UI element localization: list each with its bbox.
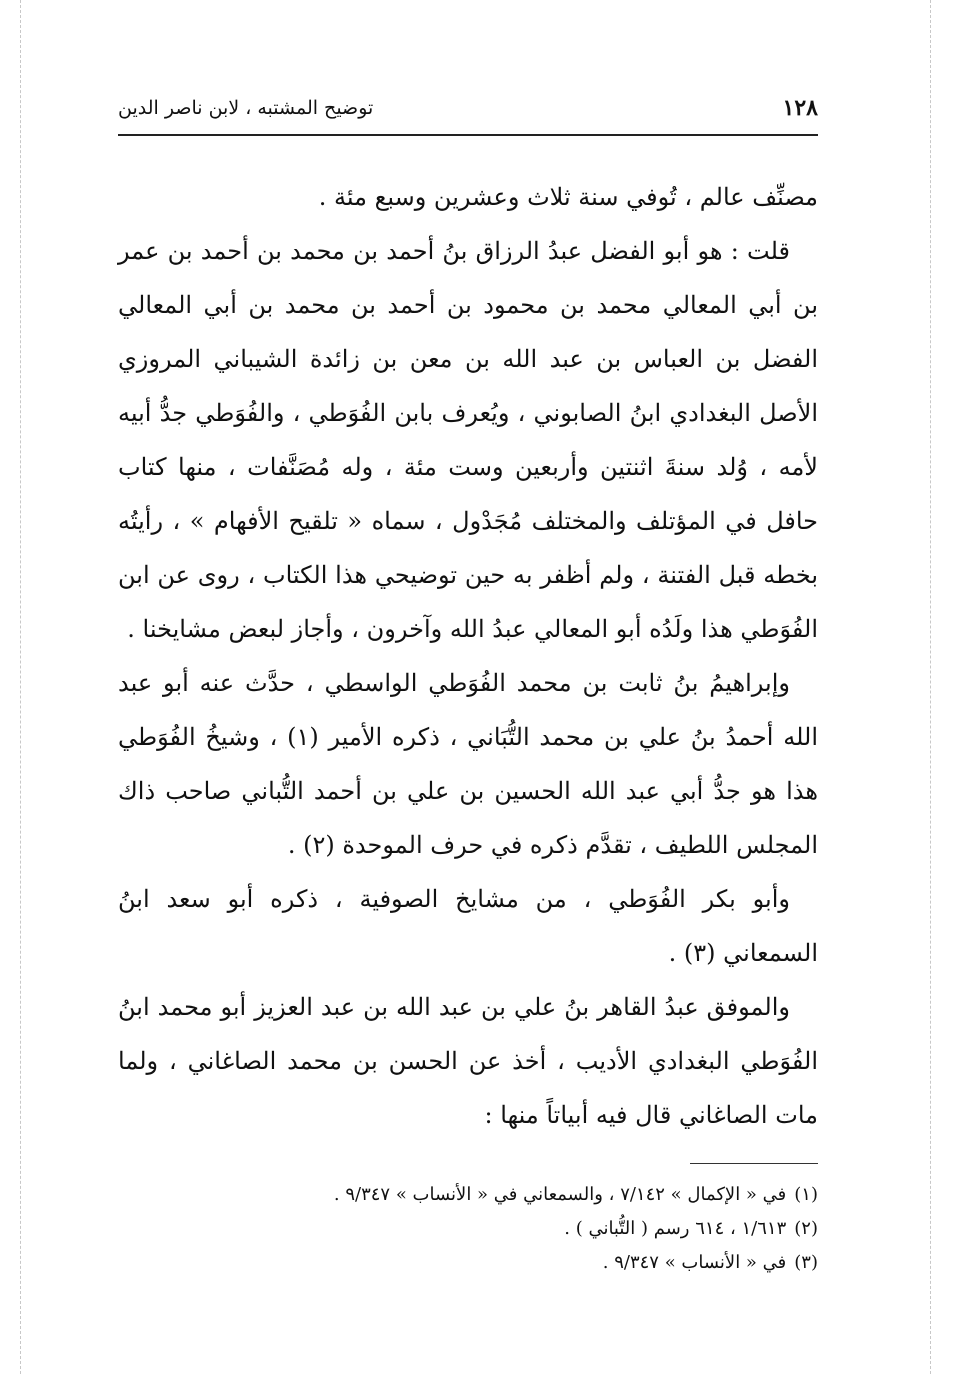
right-margin-guide [930, 0, 931, 1374]
footnote [118, 1212, 818, 1246]
header-rule [118, 134, 818, 136]
footnote [118, 1246, 818, 1280]
footnotes [118, 1178, 818, 1280]
footnote-number: (٢) [794, 1218, 818, 1239]
footnote-number: (١) [794, 1184, 818, 1205]
paragraph: وأبو بكر الفُوَطي ، من مشايخ الصوفية ، ذكره أبو سعد ابنُ السمعاني (٣) . [118, 885, 818, 967]
left-margin-guide [20, 0, 21, 1374]
footnote-text: في « الأنساب » ٩/٣٤٧ . [602, 1252, 787, 1273]
paragraph: والموفق عبدُ القاهر بنُ علي بن عبد الله بن عبد العزيز أبو محمد ابنُ الفُوَطي البغدادي الأديب ، أخذ عن الحسن بن محمد الصاغاني ، ولما مات الصاغاني قال فيه أبياتاً منها : [118, 993, 818, 1129]
main-text [118, 170, 818, 1142]
paragraph: مصنِّف عالم ، تُوفي سنة ثلاث وعشرين وسبع مئة . [318, 183, 818, 211]
page-header [118, 88, 818, 128]
footnote-separator [690, 1163, 818, 1164]
paragraph: وإبراهيمُ بنُ ثابت بن محمد الفُوَطي الواسطي ، حدَّث عنه أبو عبد الله أحمدُ بنُ علي بن محمد التُّبَاني ، ذكره الأمير (١) ، وشيخُ الفُوَطي هذا هو جدُّ أبي عبد الله الحسين بن علي بن أحمد التُّباني صاحب ذاك المجلس اللطيف ، تقدَّم ذكره في حرف الموحدة (٢) . [118, 669, 818, 859]
page-number: ١٢٨ [782, 95, 818, 121]
footnote-text: في « الإكمال » ٧/١٤٢ ، والسمعاني في « الأنساب » ٩/٣٤٧ . [333, 1184, 787, 1205]
running-title: توضيح المشتبه ، لابن ناصر الدين [118, 97, 374, 119]
footnote [118, 1178, 818, 1212]
paragraph: قلت : هو أبو الفضل عبدُ الرزاق بنُ أحمد بن محمد بن أحمد بن عمر بن أبي المعالي محمد بن محمود بن أحمد بن محمد بن أبي المعالي الفضل بن العباس بن عبد الله بن معن بن زائدة الشيباني المروزي الأصل البغدادي ابنُ الصابوني ، ويُعرف بابن الفُوَطي ، والفُوَطي جدُّ أبيه لأمه ، وُلد سنةَ اثنتين وأربعين وست مئة ، وله مُصَنَّفات ، منها كتاب حافل في المؤتلف والمختلف مُجَدْول ، سماه « تلقيح الأفهام » ، رأيتُه بخطه قبل الفتنة ، ولم أظفر به حين توضيحي هذا الكتاب ، روى عن ابن الفُوَطي هذا ولَدُه أبو المعالي عبدُ الله وآخرون ، وأجاز لبعض مشايخنا . [118, 237, 818, 643]
footnote-number: (٣) [794, 1252, 818, 1273]
footnote-text: ١/٦١٣ ، ٦١٤ رسم ( التُّباني ) . [564, 1218, 787, 1239]
